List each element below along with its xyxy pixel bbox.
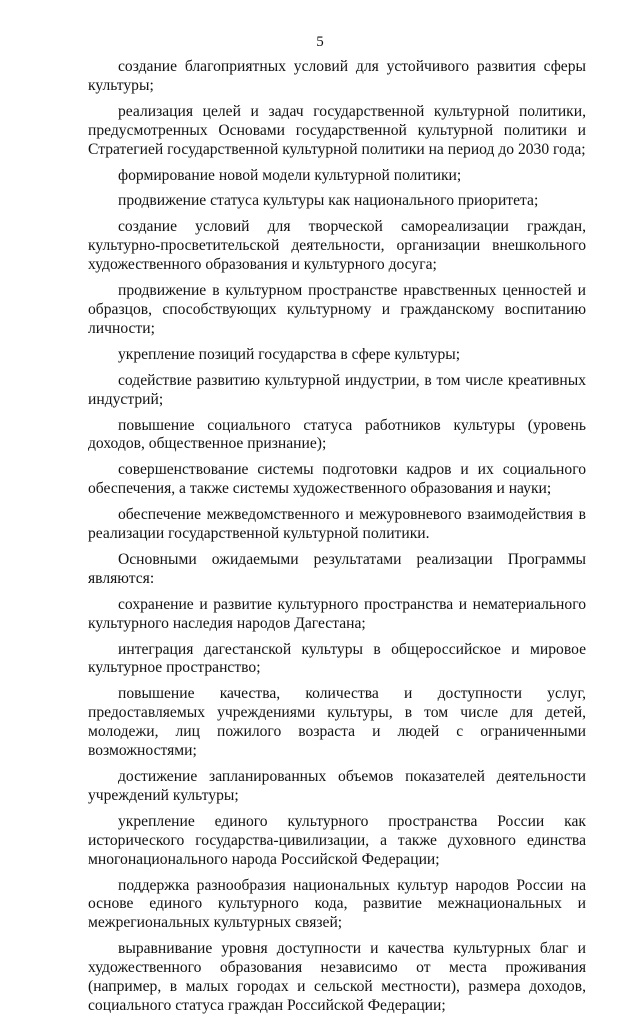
paragraph: выравнивание уровня доступности и качества культурных благ и художественного образования независимо от места проживания (например, в малых городах и сельской местности), размера доходов, социального статуса граждан Российской Федерации;: [88, 940, 586, 1014]
paragraph: формирование новой модели культурной политики;: [118, 166, 462, 184]
paragraph: повышение социального статуса работников культуры (уровень доходов, общественное признание);: [88, 416, 586, 453]
paragraph: Основными ожидаемыми результатами реализации Программы являются:: [88, 550, 586, 587]
paragraph: укрепление единого культурного пространства России как исторического государства-цивилизации, а также духовного единства многонационального народа Российской Федерации;: [88, 812, 586, 868]
paragraph: реализация целей и задач государственной культурной политики, предусмотренных Основами государственной культурной политики и Стратегией государственной культурной политики на период до 2030 года;: [88, 102, 586, 158]
paragraph: поддержка разнообразия национальных культур народов России на основе единого культурного кода, развитие межнациональных и межрегиональных культурных связей;: [88, 876, 586, 932]
paragraph: обеспечение межведомственного и межуровневого взаимодействия в реализации государственной культурной политики.: [88, 506, 586, 543]
paragraph: совершенствование системы подготовки кадров и их социального обеспечения, а также системы художественного образования и науки;: [88, 461, 586, 498]
paragraph: укрепление позиций государства в сфере культуры;: [118, 345, 461, 363]
paragraph: сохранение и развитие культурного пространства и нематериального культурного наследия народов Дагестана;: [88, 595, 586, 632]
paragraph: повышение качества, количества и доступности услуг, предоставляемых учреждениями культуры, в том числе для детей, молодежи, лиц пожилого возраста и людей с ограниченными возможностями;: [88, 685, 586, 760]
page-number: 5: [316, 34, 324, 50]
paragraph: создание благоприятных условий для устойчивого развития сферы культуры;: [88, 58, 586, 94]
paragraph: продвижение статуса культуры как национального приоритета;: [118, 192, 539, 210]
document-body: [88, 58, 586, 1016]
paragraph: продвижение в культурном пространстве нравственных ценностей и образцов, способствующих культурному и гражданскому воспитанию личности;: [88, 282, 586, 337]
paragraph: создание условий для творческой самореализации граждан, культурно-просветительской деятельности, организации внешкольного художественного образования и культурного досуга;: [88, 218, 586, 274]
paragraph: достижение запланированных объемов показателей деятельности учреждений культуры;: [88, 768, 586, 804]
paragraph: содействие развитию культурной индустрии, в том числе креативных индустрий;: [88, 371, 586, 408]
paragraph: интеграция дагестанской культуры в общероссийское и мировое культурное пространство;: [88, 640, 586, 677]
